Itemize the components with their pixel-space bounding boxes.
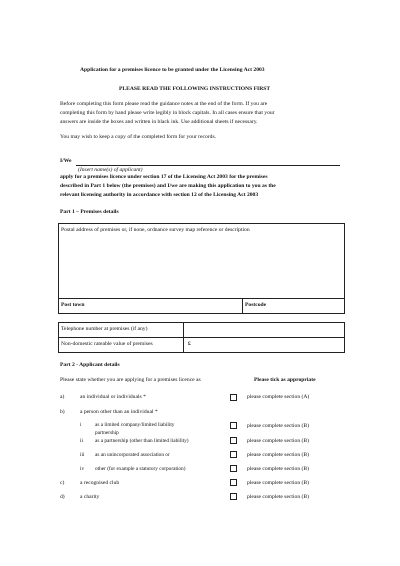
option-marker: a) <box>60 394 65 400</box>
option-text: an individual or individuals * <box>80 394 146 400</box>
telephone-input[interactable] <box>184 323 344 336</box>
option-section: please complete section (B) <box>247 423 309 429</box>
instructions-heading: PLEASE READ THE FOLLOWING INSTRUCTIONS FIRST <box>119 86 271 92</box>
option-text: as an unincorporated association or <box>95 452 170 458</box>
application-statement-2: described in Part 1 below (the premises) and I/we are making this application to you as the <box>60 183 276 189</box>
option-section: please complete section (A) <box>247 394 310 400</box>
instruction-line-2: completing this form by hand please write legibly in block capitals. In all cases ensure that your <box>60 110 275 116</box>
option-marker: iii <box>80 452 85 458</box>
postcode-label: Postcode <box>245 302 267 308</box>
option-partnership-checkbox[interactable] <box>230 437 237 444</box>
option-unincorporated-checkbox[interactable] <box>230 451 237 458</box>
option-individual-checkbox[interactable] <box>230 394 237 401</box>
option-text: a person other than an individual * <box>80 409 158 415</box>
option-text: a charity <box>80 494 100 500</box>
application-statement-1: apply for a premises licence under section 17 of the Licensing Act 2003 for the premises <box>60 174 268 180</box>
option-section: please complete section (B) <box>247 438 309 444</box>
application-statement-3: relevant licensing authority in accordance with section 12 of the Licensing Act 2003 <box>60 192 259 198</box>
option-section: please complete section (B) <box>247 480 309 486</box>
instruction-line-1: Before completing this form please read the guidance notes at the end of the form. If you are <box>60 101 268 107</box>
applicant-name-field[interactable] <box>76 165 340 166</box>
form-title: Application for a premises licence to be granted under the Licensing Act 2003 <box>80 67 265 73</box>
option-marker: ii <box>80 438 83 444</box>
applicant-label: I/We <box>60 158 72 164</box>
applicant-type-question: Please state whether you are applying for a premises licence as <box>60 377 201 383</box>
currency-symbol: £ <box>188 341 191 347</box>
postcode-divider <box>242 298 243 314</box>
option-marker: c) <box>60 480 65 486</box>
option-marker: i <box>80 422 82 428</box>
post-town-label: Post town <box>61 302 85 308</box>
option-section: please complete section (B) <box>247 466 309 472</box>
telephone-label: Telephone number at premises (if any) <box>61 326 148 332</box>
part2-heading: Part 2 - Applicant details <box>60 362 120 368</box>
option-marker: b) <box>60 409 65 415</box>
option-other-checkbox[interactable] <box>230 465 237 472</box>
option-text: as a limited company/limited liability <box>95 422 175 428</box>
option-section: please complete section (B) <box>247 452 309 458</box>
applicant-hint: (Insert name(s) of applicant) <box>78 167 143 173</box>
option-text: as a partnership (other than limited liability) <box>95 438 189 444</box>
option-text: a recognised club <box>80 480 120 486</box>
copy-note: You may wish to keep a copy of the completed form for your records. <box>60 134 217 140</box>
rateable-value-label: Non-domestic rateable value of premises <box>61 341 153 347</box>
part1-heading: Part 1 – Premises details <box>60 209 119 215</box>
address-divider <box>58 298 345 299</box>
option-section: please complete section (B) <box>247 494 309 500</box>
tick-header: Please tick as appropriate <box>254 377 316 383</box>
rateable-value-input[interactable] <box>195 338 344 352</box>
option-text: other (for example a statutory corporation) <box>95 466 186 472</box>
option-marker: d) <box>60 494 65 500</box>
instruction-line-3: answers are inside the boxes and written in black ink. Use additional sheets if necessary. <box>60 119 258 125</box>
option-text-continued: partnership <box>95 430 119 436</box>
address-label: Postal address of premises or, if none, ordnance survey map reference or description <box>61 227 250 233</box>
option-charity-checkbox[interactable] <box>230 493 237 500</box>
premises-address-box[interactable] <box>58 223 345 314</box>
option-marker: iv <box>80 466 85 472</box>
option-club-checkbox[interactable] <box>230 479 237 486</box>
option-limited-company-checkbox[interactable] <box>230 422 237 429</box>
